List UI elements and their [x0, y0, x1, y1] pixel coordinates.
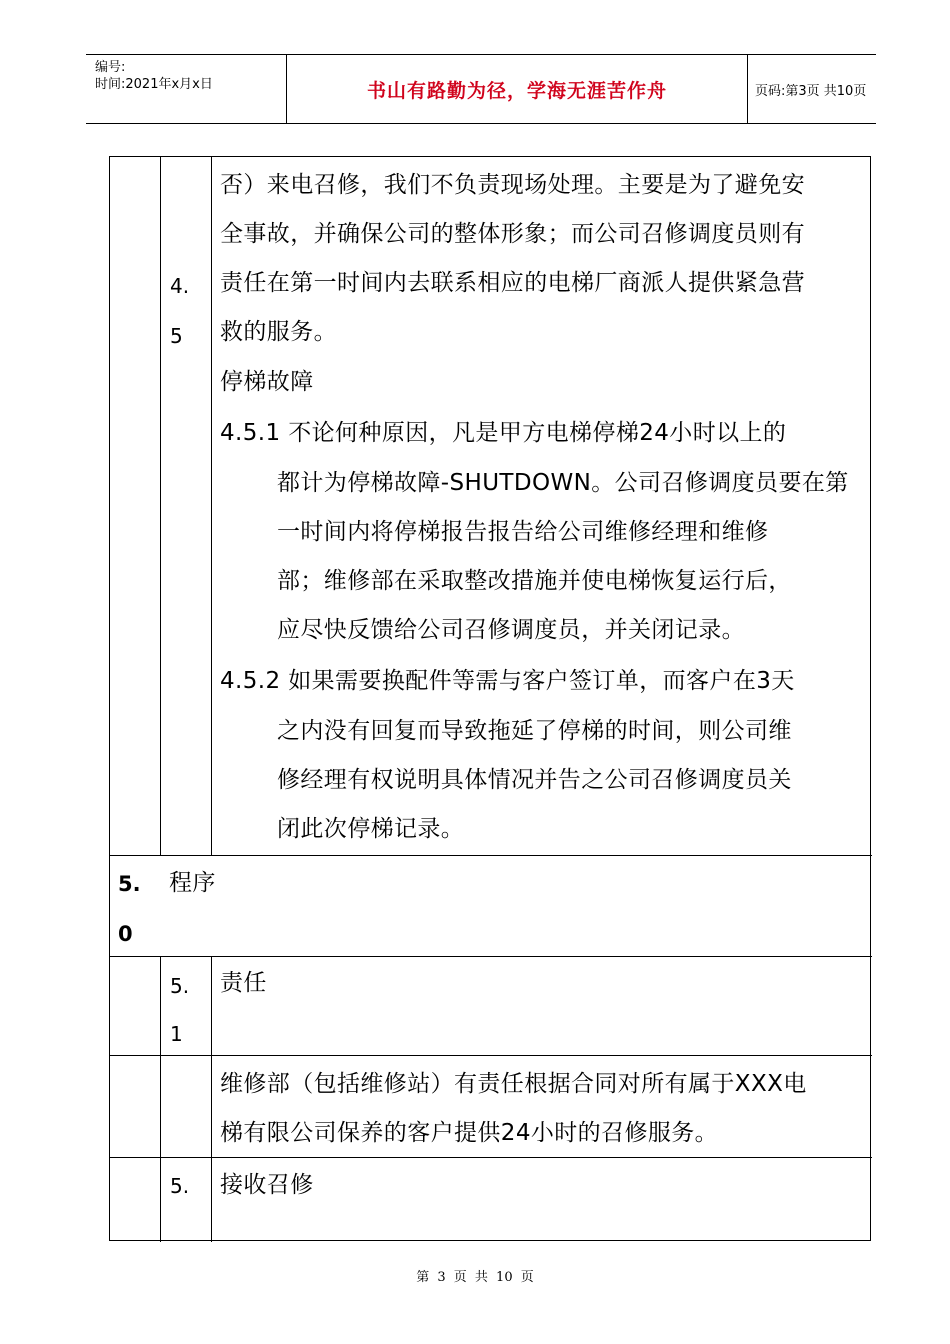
doc-time-label: 时间:2021年x月x日: [95, 77, 213, 92]
content-table: [109, 156, 871, 1241]
col-divider-1b: [160, 956, 161, 1242]
responsibility-text: 维修部（包括维修站）有责任根据合同对所有属于XXX电: [220, 1071, 807, 1097]
section-number-5-1a: 5.: [170, 974, 190, 998]
section-number-5-0a: 5.: [118, 872, 141, 896]
section-title-procedure: 程序: [169, 870, 216, 896]
header-page-cell: [747, 55, 876, 123]
item-4-5-1-line: 应尽快反馈给公司召修调度员，并关闭记录。: [277, 617, 745, 643]
paragraph-line: 否）来电召修，我们不负责现场处理。主要是为了避免安: [220, 172, 805, 198]
item-4-5-2-line: 之内没有回复而导致拖延了停梯的时间，则公司维: [277, 718, 792, 744]
paragraph-line: 全事故，并确保公司的整体形象；而公司召修调度员则有: [220, 221, 805, 247]
paragraph-line: 救的服务。: [220, 319, 337, 345]
page-header: [86, 54, 876, 124]
row-divider-3: [110, 1055, 872, 1056]
row-divider-2: [110, 956, 872, 957]
header-page-info: 页码:第3页 共10页: [755, 83, 867, 99]
paragraph-line: 责任在第一时间内去联系相应的电梯厂商派人提供紧急营: [220, 270, 805, 296]
item-4-5-1-first: 4.5.1 不论何种原因，凡是甲方电梯停梯24小时以上的: [220, 420, 787, 446]
header-motto: 书山有路勤为径，学海无涯苦作舟: [366, 79, 667, 102]
page-footer: 第 3 页 共 10 页: [416, 1270, 534, 1285]
item-4-5-1-line: 部；维修部在采取整改措施并使电梯恢复运行后，: [277, 568, 792, 594]
section-number-4-5b: 5: [170, 324, 183, 348]
responsibility-text: 梯有限公司保养的客户提供24小时的召修服务。: [220, 1120, 719, 1146]
item-4-5-2-line: 闭此次停梯记录。: [277, 816, 465, 842]
section-number-5-1b: 1: [170, 1022, 183, 1046]
subsection-heading: 停梯故障: [220, 369, 314, 395]
col-divider-2b: [211, 956, 212, 1242]
item-4-5-1-line: 都计为停梯故障-SHUTDOWN。公司召修调度员要在第: [277, 470, 849, 496]
section-number-5-0b: 0: [118, 922, 133, 946]
col-divider-1: [160, 157, 161, 855]
item-4-5-2-first: 4.5.2 如果需要换配件等需与客户签订单，而客户在3天: [220, 668, 795, 694]
item-4-5-2-line: 修经理有权说明具体情况并告之公司召修调度员关: [277, 767, 792, 793]
row-divider-1: [110, 855, 872, 856]
header-motto-cell: [286, 55, 748, 123]
section-number-5-2a: 5.: [170, 1174, 190, 1198]
section-title-responsibility: 责任: [220, 970, 267, 996]
doc-number-label: 编号:: [95, 60, 126, 75]
col-divider-2: [211, 157, 212, 855]
item-4-5-1-line: 一时间内将停梯报告报告给公司维修经理和维修: [277, 519, 769, 545]
section-title-receive-call: 接收召修: [220, 1172, 314, 1198]
header-meta-cell: [86, 55, 286, 123]
section-number-4-5a: 4.: [170, 274, 190, 298]
